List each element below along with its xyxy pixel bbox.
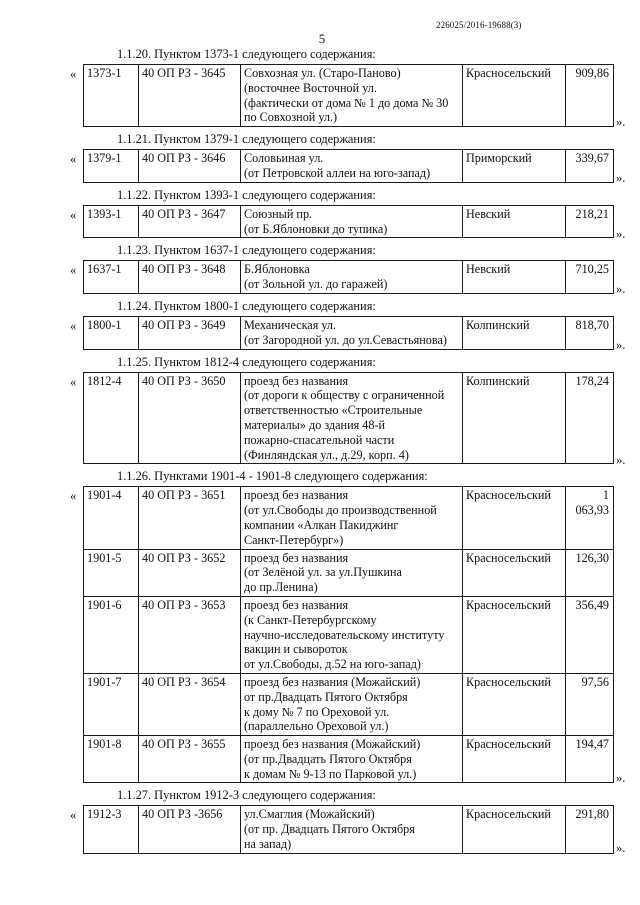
item-number-cell: 1637-1 — [84, 261, 139, 294]
district-cell: Красносельский — [463, 673, 566, 735]
road-description-cell — [241, 65, 463, 127]
document-body — [0, 46, 640, 858]
description-line: на запад) — [244, 837, 292, 852]
length-cell: 339,67 — [566, 150, 614, 183]
description-line: Соловьиная ул. — [244, 151, 324, 166]
item-number-cell: 1901-4 — [84, 487, 139, 549]
table-row — [84, 150, 614, 183]
item-number-cell: 1901-7 — [84, 673, 139, 735]
item-number-cell: 1901-8 — [84, 736, 139, 783]
description-line: (параллельно Ореховой ул.) — [244, 719, 389, 734]
table-row — [84, 673, 614, 735]
road-code-cell: 40 ОП РЗ - 3653 — [139, 596, 241, 673]
district-cell: Колпинский — [463, 372, 566, 464]
table-row — [84, 549, 614, 596]
amendment-section — [0, 242, 640, 297]
description-line: проезд без названия — [244, 550, 349, 565]
description-line: вакцин и сывороток — [244, 642, 348, 657]
length-cell: 909,86 — [566, 65, 614, 127]
table-row — [84, 372, 614, 464]
description-line: к домам № 9-13 по Парковой ул.) — [244, 766, 417, 781]
road-table — [83, 260, 614, 294]
road-description-cell — [241, 806, 463, 853]
closing-quote: ». — [616, 841, 626, 856]
amendment-section — [0, 468, 640, 786]
description-line: проезд без названия (Можайский) — [244, 737, 421, 752]
description-line: ответственностью «Строительные — [244, 403, 423, 418]
road-code-cell: 40 ОП РЗ - 3654 — [139, 673, 241, 735]
road-table — [83, 149, 614, 183]
road-description-cell — [241, 205, 463, 238]
closing-quote: ». — [616, 771, 626, 786]
opening-quote: « — [70, 318, 77, 333]
quoted-table — [0, 260, 640, 297]
description-line: (от пр. Двадцать Пятого Октября — [244, 822, 415, 837]
district-cell: Приморский — [463, 150, 566, 183]
opening-quote: « — [70, 489, 77, 504]
section-heading: 1.1.21. Пунктом 1379-1 следующего содержания: — [117, 132, 376, 147]
description-line: до пр.Ленина) — [244, 580, 318, 595]
road-description-cell — [241, 736, 463, 783]
description-line: компании «Алкан Пакиджинг — [244, 517, 399, 532]
road-table — [83, 205, 614, 239]
road-table — [83, 316, 614, 350]
description-line: (от Зелёной ул. за ул.Пушкина — [244, 565, 402, 580]
description-line: научно-исследовательскому институту — [244, 627, 445, 642]
road-description-cell — [241, 372, 463, 464]
table-row — [84, 487, 614, 549]
quoted-table — [0, 372, 640, 465]
amendment-section — [0, 787, 640, 856]
road-description-cell — [241, 549, 463, 596]
road-code-cell: 40 ОП РЗ - 3655 — [139, 736, 241, 783]
item-number-cell: 1373-1 — [84, 65, 139, 127]
opening-quote: « — [70, 374, 77, 389]
quoted-table — [0, 316, 640, 350]
section-heading: 1.1.24. Пунктом 1800-1 следующего содержания: — [117, 298, 376, 313]
description-line: пожарно-спасательной части — [244, 432, 395, 447]
page-number: 5 — [318, 31, 326, 46]
description-line: Санкт-Петербург») — [244, 532, 344, 547]
length-cell: 97,56 — [566, 673, 614, 735]
district-cell: Красносельский — [463, 736, 566, 783]
section-heading: 1.1.26. Пунктами 1901-4 - 1901-8 следующего содержания: — [117, 469, 428, 484]
item-number-cell: 1379-1 — [84, 150, 139, 183]
road-code-cell: 40 ОП РЗ - 3647 — [139, 205, 241, 238]
road-description-cell — [241, 150, 463, 183]
road-description-cell — [241, 487, 463, 549]
length-cell: 194,47 — [566, 736, 614, 783]
section-heading: 1.1.27. Пунктом 1912-3 следующего содержания: — [117, 788, 376, 803]
road-description-cell — [241, 673, 463, 735]
opening-quote: « — [70, 152, 77, 167]
description-line: от ул.Свободы, д.52 на юго-запад) — [244, 657, 421, 672]
closing-quote: ». — [616, 171, 626, 186]
road-table — [83, 372, 614, 465]
road-code-cell: 40 ОП РЗ - 3651 — [139, 487, 241, 549]
description-line: проезд без названия — [244, 373, 349, 388]
description-line: (фактически от дома № 1 до дома № 30 — [244, 95, 449, 110]
length-cell: 126,30 — [566, 549, 614, 596]
section-heading: 1.1.22. Пунктом 1393-1 следующего содержания: — [117, 187, 376, 202]
district-cell: Красносельский — [463, 549, 566, 596]
item-number-cell: 1800-1 — [84, 316, 139, 349]
length-cell: 178,24 — [566, 372, 614, 464]
district-cell: Красносельский — [463, 65, 566, 127]
description-line: (от Б.Яблоновки до тупика) — [244, 221, 388, 236]
road-code-cell: 40 ОП РЗ - 3649 — [139, 316, 241, 349]
closing-quote: ». — [616, 226, 626, 241]
description-line: проезд без названия — [244, 488, 349, 503]
quoted-table — [0, 486, 640, 786]
description-line: (к Санкт-Петербургскому — [244, 612, 377, 627]
quoted-table — [0, 805, 640, 856]
quoted-table — [0, 64, 640, 127]
quoted-table — [0, 149, 640, 186]
road-description-cell — [241, 596, 463, 673]
road-code-cell: 40 ОП РЗ -3656 — [139, 806, 241, 853]
item-number-cell: 1812-4 — [84, 372, 139, 464]
section-heading: 1.1.25. Пунктом 1812-4 следующего содержания: — [117, 354, 376, 369]
item-number-cell: 1912-3 — [84, 806, 139, 853]
description-line: Союзный пр. — [244, 206, 313, 221]
amendment-section — [0, 187, 640, 239]
item-number-cell: 1901-5 — [84, 549, 139, 596]
length-cell: 218,21 — [566, 205, 614, 238]
district-cell: Красносельский — [463, 487, 566, 549]
road-code-cell: 40 ОП РЗ - 3650 — [139, 372, 241, 464]
item-number-cell: 1393-1 — [84, 205, 139, 238]
road-table — [83, 64, 614, 127]
amendment-section — [0, 46, 640, 127]
road-code-cell: 40 ОП РЗ - 3645 — [139, 65, 241, 127]
opening-quote: « — [70, 67, 77, 81]
district-cell: Колпинский — [463, 316, 566, 349]
road-code-cell: 40 ОП РЗ - 3646 — [139, 150, 241, 183]
document-number: 226025/2016-19688(3) — [436, 20, 522, 30]
amendment-section — [0, 298, 640, 350]
amendment-section — [0, 131, 640, 186]
description-line: (от Загородной ул. до ул.Севастьянова) — [244, 332, 447, 347]
length-cell: 818,70 — [566, 316, 614, 349]
description-line: (от ул.Свободы до производственной — [244, 503, 437, 518]
length-cell: 710,25 — [566, 261, 614, 294]
section-heading: 1.1.23. Пунктом 1637-1 следующего содержания: — [117, 243, 376, 258]
section-heading: 1.1.20. Пунктом 1373-1 следующего содержания: — [117, 47, 376, 61]
opening-quote: « — [70, 808, 77, 823]
table-row — [84, 261, 614, 294]
opening-quote: « — [70, 263, 77, 278]
closing-quote: ». — [616, 337, 626, 352]
road-table — [83, 805, 614, 853]
road-code-cell: 40 ОП РЗ - 3652 — [139, 549, 241, 596]
table-row — [84, 65, 614, 127]
length-cell: 356,49 — [566, 596, 614, 673]
description-line: по Совхозной ул.) — [244, 110, 338, 125]
description-line: (от пр.Двадцать Пятого Октября — [244, 751, 412, 766]
description-line: Б.Яблоновка — [244, 262, 310, 277]
description-line: к дому № 7 по Ореховой ул. — [244, 704, 390, 719]
item-number-cell: 1901-6 — [84, 596, 139, 673]
description-line: проезд без названия (Можайский) — [244, 674, 421, 689]
district-cell: Красносельский — [463, 806, 566, 853]
description-line: от пр.Двадцать Пятого Октября — [244, 689, 408, 704]
closing-quote: ». — [616, 452, 626, 467]
description-line: материалы» до здания 48-й — [244, 417, 386, 432]
description-line: (Финляндская ул., д.29, корп. 4) — [244, 447, 409, 462]
description-line: Механическая ул. — [244, 317, 337, 332]
description-line: (от дороги к обществу с ограниченной — [244, 388, 445, 403]
opening-quote: « — [70, 207, 77, 222]
road-description-cell — [241, 261, 463, 294]
table-row — [84, 316, 614, 349]
table-row — [84, 205, 614, 238]
closing-quote: ». — [616, 115, 626, 129]
description-line: (от Зольной ул. до гаражей) — [244, 277, 388, 292]
district-cell: Красносельский — [463, 596, 566, 673]
description-line: (восточнее Восточной ул. — [244, 80, 377, 95]
description-line: Совхозная ул. (Старо-Паново) — [244, 66, 401, 80]
length-cell: 1 063,93 — [566, 487, 614, 549]
description-line: проезд без названия — [244, 597, 349, 612]
road-description-cell — [241, 316, 463, 349]
road-code-cell: 40 ОП РЗ - 3648 — [139, 261, 241, 294]
district-cell: Невский — [463, 205, 566, 238]
description-line: ул.Смаглия (Можайский) — [244, 807, 375, 822]
amendment-section — [0, 354, 640, 465]
district-cell: Невский — [463, 261, 566, 294]
closing-quote: ». — [616, 282, 626, 297]
length-cell: 291,80 — [566, 806, 614, 853]
table-row — [84, 736, 614, 783]
table-row — [84, 806, 614, 853]
road-table — [83, 486, 614, 783]
quoted-table — [0, 205, 640, 239]
table-row — [84, 596, 614, 673]
description-line: (от Петровской аллеи на юго-запад) — [244, 165, 431, 180]
